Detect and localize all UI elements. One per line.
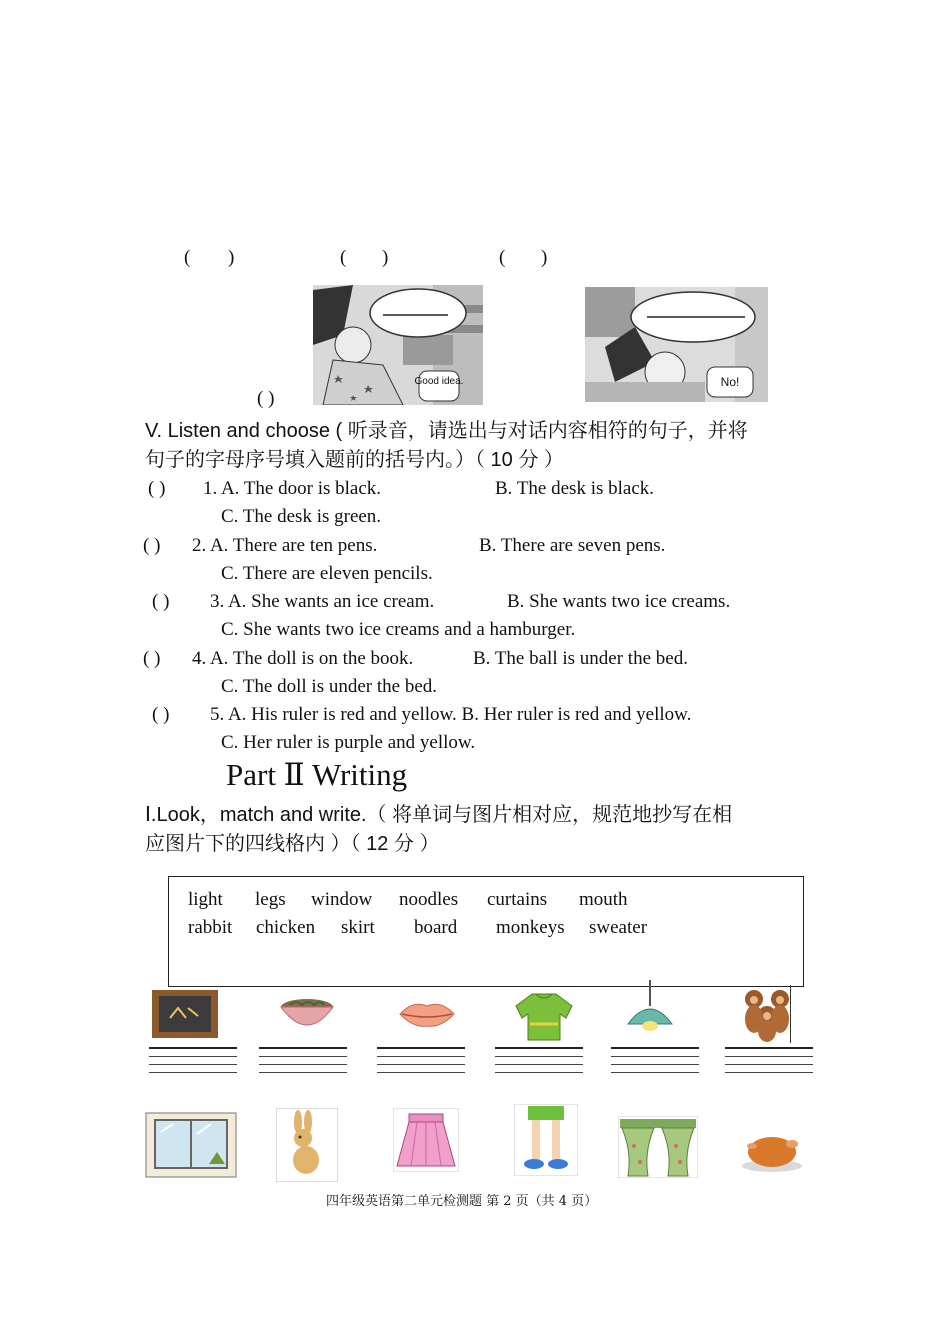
answer-paren-close: ) <box>541 247 548 268</box>
page-footer: 四年级英语第二单元检测题 第 2 页（共 4 页） <box>326 1194 598 1209</box>
window-icon <box>145 1112 237 1178</box>
part-2-title: Part Ⅱ Writing <box>226 757 408 792</box>
question-2-option-a: 2. A. There are ten pens. <box>192 535 378 556</box>
noodles-icon <box>278 993 336 1037</box>
question-4-option-c: C. The doll is under the bed. <box>221 676 438 697</box>
legs-icon <box>514 1104 578 1176</box>
word-bank-item: mouth <box>579 889 628 910</box>
word-bank-item: monkeys <box>496 917 565 938</box>
answer-paren-open: ( <box>499 247 506 268</box>
section-5-title-line2: 句子的字母序号填入题前的括号内。）（ 10 分 ） <box>145 449 564 471</box>
writing-grid-2[interactable] <box>259 1047 347 1080</box>
question-3-paren: ( ) <box>152 591 170 612</box>
question-3-option-a: 3. A. She wants an ice cream. <box>210 591 435 612</box>
no-bubble-text: No! <box>720 375 740 389</box>
rabbit-icon <box>276 1108 338 1182</box>
skirt-icon <box>393 1108 459 1172</box>
question-3-option-c: C. She wants two ice creams and a hamburger. <box>221 619 576 640</box>
writing-grid-6[interactable] <box>725 1047 813 1080</box>
question-2-paren: ( ) <box>143 535 161 556</box>
word-bank-box <box>168 876 804 987</box>
answer-paren-open: ( <box>184 247 191 268</box>
board-icon <box>150 988 220 1040</box>
writing-grid-5[interactable] <box>611 1047 699 1080</box>
word-bank-item: skirt <box>341 917 375 938</box>
answer-paren-close: ) <box>382 247 389 268</box>
chicken-icon <box>740 1130 804 1174</box>
question-1-paren: ( ) <box>148 478 166 499</box>
good-idea-bubble-text: Good idea. <box>414 376 464 387</box>
section-1-title: Ⅰ.Look，match and write.（ 将单词与图片相对应，规范地抄写在相 <box>145 804 733 826</box>
curtains-icon <box>618 1116 698 1178</box>
writing-grid-1[interactable] <box>149 1047 237 1080</box>
question-4-option-b: B. The ball is under the bed. <box>473 648 688 669</box>
question-3-option-b: B. She wants two ice creams. <box>507 591 731 612</box>
word-bank-item: rabbit <box>188 917 233 938</box>
comic-no-image <box>585 287 768 402</box>
word-bank-item: noodles <box>399 889 459 910</box>
word-bank-item: board <box>414 917 458 938</box>
question-5-options-ab: 5. A. His ruler is red and yellow. B. Her ruler is red and yellow. <box>210 704 692 725</box>
word-bank-item: chicken <box>256 917 316 938</box>
writing-grid-4[interactable] <box>495 1047 583 1080</box>
question-2-option-b: B. There are seven pens. <box>479 535 666 556</box>
comic-answer-paren: ( ) <box>257 388 275 409</box>
question-2-option-c: C. There are eleven pencils. <box>221 563 433 584</box>
question-1-option-b: B. The desk is black. <box>495 478 655 499</box>
comic-good-idea-image <box>313 285 483 405</box>
light-icon <box>622 980 678 1036</box>
question-1-option-c: C. The desk is green. <box>221 506 382 527</box>
answer-paren-open: ( <box>340 247 347 268</box>
word-bank-item: light <box>188 889 223 910</box>
section-5-title: V. Listen and choose ( 听录音，请选出与对话内容相符的句子，并将 <box>145 420 748 442</box>
sweater-icon <box>514 990 574 1042</box>
question-4-paren: ( ) <box>143 648 161 669</box>
word-bank-item: curtains <box>487 889 548 910</box>
word-bank-item: window <box>311 889 373 910</box>
mouth-icon <box>398 998 456 1030</box>
question-1-option-a: 1. A. The door is black. <box>203 478 382 499</box>
monkeys-icon <box>740 985 795 1043</box>
section-1-title-line2: 应图片下的四线格内 ）（ 12 分 ） <box>145 833 440 855</box>
word-bank-item: legs <box>255 889 286 910</box>
question-5-option-c: C. Her ruler is purple and yellow. <box>221 732 476 753</box>
writing-grid-3[interactable] <box>377 1047 465 1080</box>
question-4-option-a: 4. A. The doll is on the book. <box>192 648 414 669</box>
question-5-paren: ( ) <box>152 704 170 725</box>
column-divider <box>790 985 791 1043</box>
word-bank-item: sweater <box>589 917 648 938</box>
answer-paren-close: ) <box>228 247 235 268</box>
